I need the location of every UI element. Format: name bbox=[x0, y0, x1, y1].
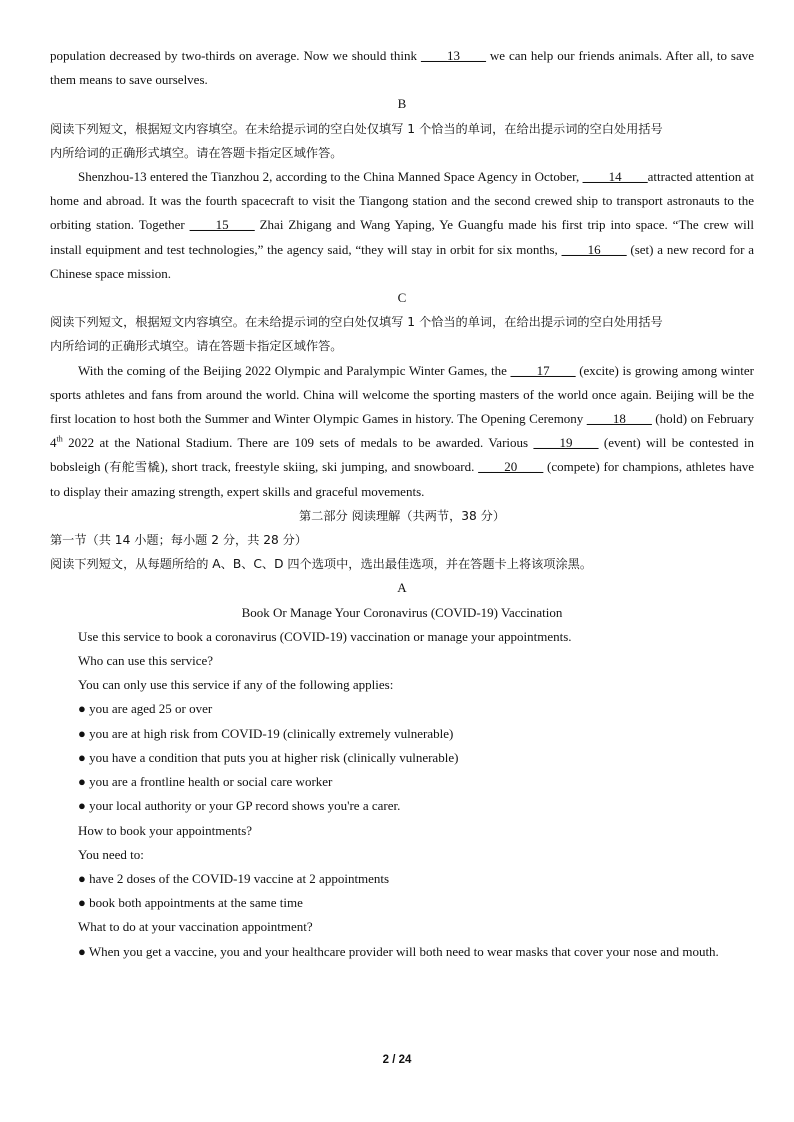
page-number: 2 / 24 bbox=[382, 1054, 412, 1066]
section-c-instruction-2: 内所给词的正确形式填空。请在答题卡指定区域作答。 bbox=[50, 339, 343, 354]
passage-line: What to do at your vaccination appointment? bbox=[78, 919, 313, 935]
section-b-letter: B bbox=[397, 96, 407, 112]
text: Shenzhou-13 entered the Tianzhou 2, according to the China Manned Space Agency in October, bbox=[78, 169, 583, 185]
text: (hold) on February 4 bbox=[50, 411, 754, 451]
blank-16: ____16____ bbox=[561, 241, 627, 257]
passage-a-title: Book Or Manage Your Coronavirus (COVID-19) Vaccination bbox=[241, 604, 563, 620]
bullet-item: ● your local authority or your GP record shows you're a carer. bbox=[78, 798, 401, 814]
text: (set) a new record for a Chinese space mission. bbox=[50, 241, 754, 281]
superscript-th: th bbox=[56, 434, 63, 444]
bullet-item-last: ● When you get a vaccine, you and your healthcare provider will both need to wear masks that cover your nose and mouth. bbox=[78, 943, 719, 959]
part-2-title: 第二部分 阅读理解（共两节，38 分） bbox=[298, 508, 506, 523]
section-c-instruction-1: 阅读下列短文，根据短文内容填空。在未给提示词的空白处仅填写 1 个恰当的单词，在给出提示词的空白处用括号 bbox=[50, 315, 663, 330]
text: population decreased by two-thirds on average. Now we should think bbox=[50, 48, 421, 63]
part-2-instruction: 阅读下列短文，从每题所给的 A、B、C、D 四个选项中，选出最佳选项，并在答题卡上将该项涂黑。 bbox=[50, 557, 593, 572]
section-b-passage bbox=[50, 165, 754, 286]
text: ), short track, freestyle skiing, ski jumping, and snowboard. bbox=[160, 459, 479, 475]
passage-a-body bbox=[50, 625, 754, 964]
blank-15: ____15____ bbox=[189, 217, 255, 233]
blank-20: ____20____ bbox=[478, 459, 544, 475]
blank-17: ____17____ bbox=[510, 362, 576, 378]
text: 2022 at the National Stadium. There are 109 sets of medals to be awarded. Various bbox=[62, 435, 534, 451]
text: (excite) is growing among winter sports athletes and fans from around the world. China will welcome the sporting masters of the world once again. Beijing will be the first location to host both the Summer and Winter Olympic Games in history. The Opening Ceremony bbox=[50, 362, 754, 427]
intro-paragraph bbox=[50, 44, 754, 92]
text: (compete) for champions, athletes have to display their amazing strength, expert skills and graceful movements. bbox=[50, 459, 755, 499]
passage-line: You can only use this service if any of the following applies: bbox=[78, 677, 394, 693]
blank-14: ____14____ bbox=[582, 169, 648, 185]
passage-line: Use this service to book a coronavirus (COVID-19) vaccination or manage your appointments. bbox=[78, 628, 572, 644]
text: we can help our friends animals. After all, to save them means to save ourselves. bbox=[50, 48, 754, 88]
chinese-gloss: 有舵雪橇 bbox=[108, 460, 161, 475]
bullet-item: ● you have a condition that puts you at higher risk (clinically vulnerable) bbox=[78, 749, 459, 765]
bullet-item: ● book both appointments at the same time bbox=[78, 895, 303, 911]
bullet-item: ● you are at high risk from COVID-19 (clinically extremely vulnerable) bbox=[78, 725, 454, 741]
text: Zhai Zhigang and Wang Yaping, Ye Guangfu made his first trip into space. “The crew will install equipment and test technologies,” the agency said, “they will stay in orbit for six months, bbox=[50, 217, 755, 257]
bullet-item: ● you are a frontline health or social care worker bbox=[78, 774, 333, 790]
passage-line: You need to: bbox=[78, 846, 144, 862]
text: With the coming of the Beijing 2022 Olympic and Paralympic Winter Games, the bbox=[78, 362, 511, 378]
section-b-instruction-1: 阅读下列短文，根据短文内容填空。在未给提示词的空白处仅填写 1 个恰当的单词，在给出提示词的空白处用括号 bbox=[50, 121, 663, 136]
section-c-letter: C bbox=[397, 290, 407, 306]
blank-13: ____13____ bbox=[420, 48, 486, 63]
bullet-item: ● you are aged 25 or over bbox=[78, 701, 213, 717]
document-page bbox=[50, 44, 754, 964]
text: (event) will be contested in bobsleigh ( bbox=[50, 435, 754, 475]
text: attracted attention at home and abroad. It was the fourth spacecraft to visit the Tiangong station and the second crewed ship to transport astronauts to the orbiting station. Together bbox=[50, 169, 754, 233]
blank-19: ____19____ bbox=[533, 435, 599, 451]
passage-line: How to book your appointments? bbox=[78, 822, 253, 838]
blank-18: ____18____ bbox=[586, 411, 652, 427]
passage-line: Who can use this service? bbox=[78, 653, 214, 669]
passage-a-letter: A bbox=[397, 580, 407, 596]
section-c-passage bbox=[50, 359, 754, 504]
bullet-item: ● have 2 doses of the COVID-19 vaccine at 2 appointments bbox=[78, 870, 390, 886]
section-b-instruction-2: 内所给词的正确形式填空。请在答题卡指定区域作答。 bbox=[50, 145, 343, 160]
part-2-subtitle: 第一节（共 14 小题；每小题 2 分，共 28 分） bbox=[50, 533, 308, 548]
